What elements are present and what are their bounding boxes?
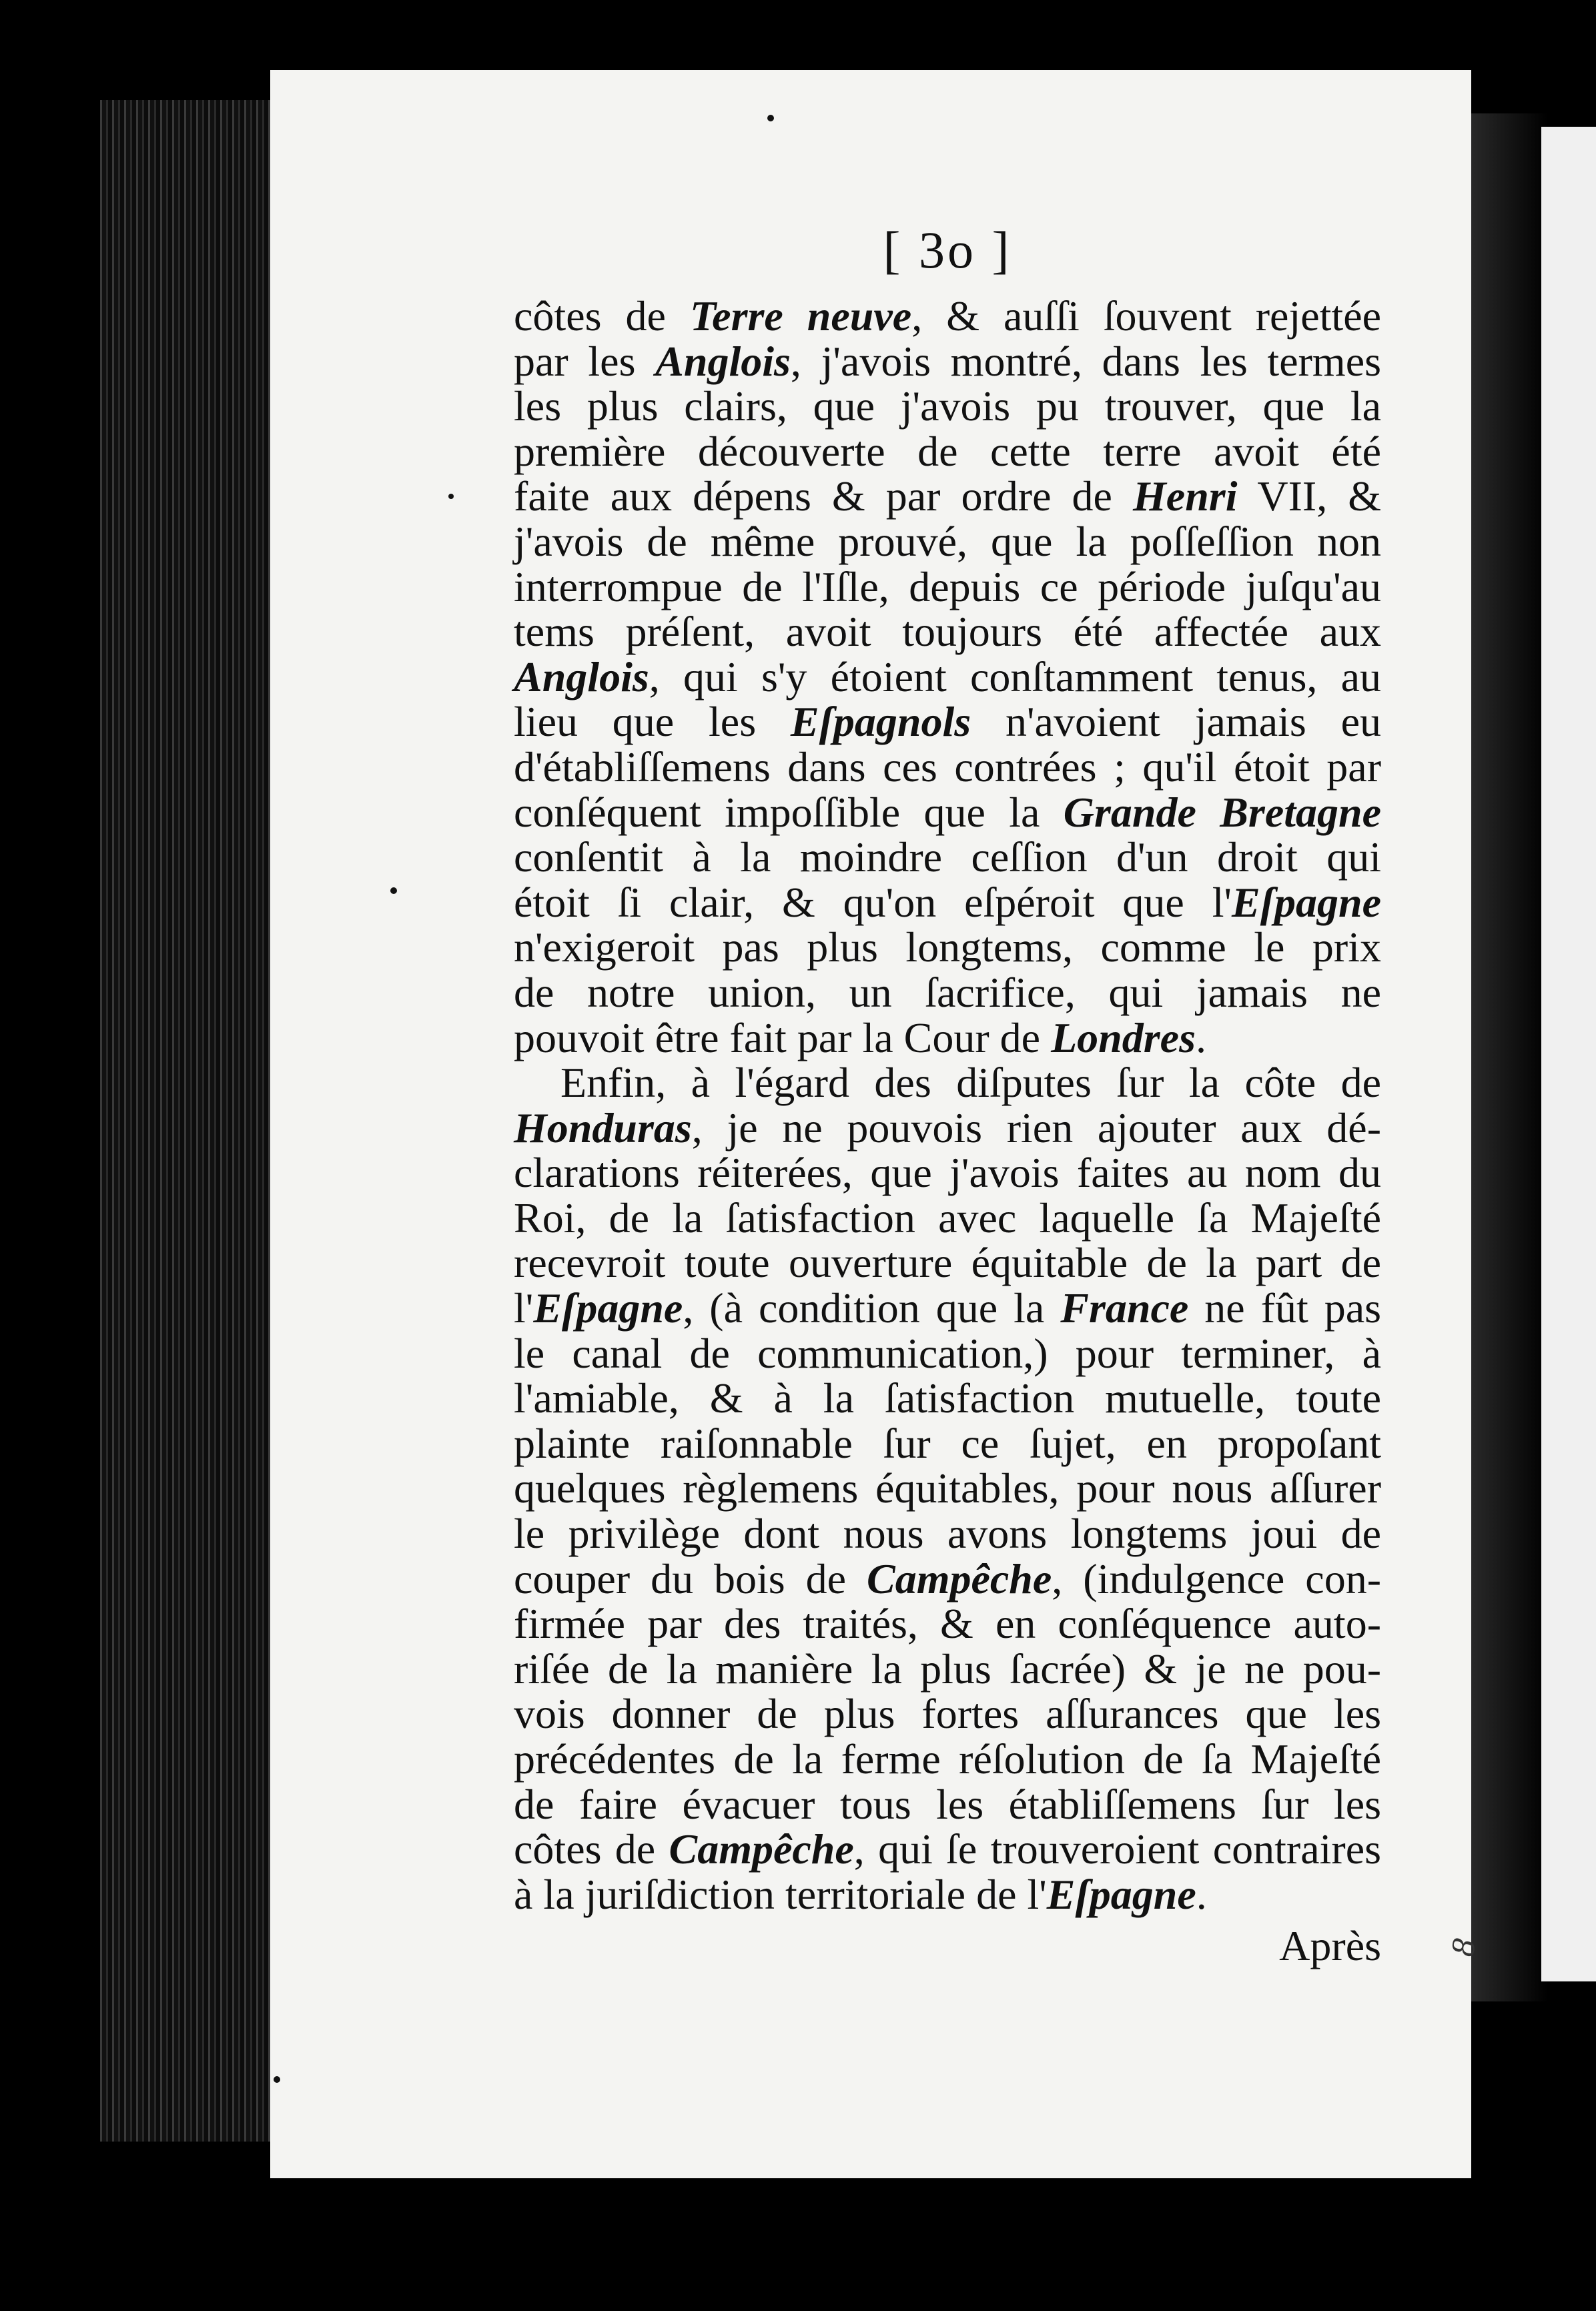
ink-speck <box>767 115 774 121</box>
text-line: interrompue de l'Iſle, depuis ce période juſqu'au <box>514 562 1381 610</box>
text-line: plainte raiſonnable ſur ce ſujet, en propoſant <box>514 1419 1381 1467</box>
text-line: Roi, de la ſatisfaction avec laquelle ſa Majeſté <box>514 1194 1381 1242</box>
text-line: lieu que les Eſpagnols n'avoient jamais eu <box>514 698 1381 746</box>
text-line: faite aux dépens & par ordre de Henri VII, & <box>514 472 1382 520</box>
text-line: par les Anglois, j'avois montré, dans les termes <box>514 337 1382 385</box>
page-number-header: [ 3o ] <box>883 221 1012 279</box>
text-line: le canal de communication,) pour terminer, à <box>514 1329 1381 1377</box>
text-line: j'avois de même prouvé, que la poſſeſſion non <box>514 517 1381 565</box>
ink-speck <box>448 494 454 499</box>
text-line: riſée de la manière la plus ſacrée) & je ne pou- <box>514 1645 1381 1693</box>
text-line: n'exigeroit pas plus longtems, comme le prix <box>514 923 1381 971</box>
text-line: les plus clairs, que j'avois pu trouver, que la <box>514 382 1381 430</box>
text-line: Enfin, à l'égard des diſputes ſur la côte de <box>560 1059 1381 1107</box>
book-page-edges <box>100 100 274 2142</box>
page-text <box>514 213 1381 1969</box>
text-line: Anglois, qui s'y étoient conſtamment tenus, au <box>514 652 1381 701</box>
text-line: à la juriſdiction territoriale de l'Eſpagne. <box>514 1870 1207 1918</box>
catchword: Après <box>1279 1922 1381 1970</box>
text-line: tems préſent, avoit toujours été affectée aux <box>514 608 1381 656</box>
text-line: quelques règlemens équitables, pour nous aſſurer <box>514 1464 1381 1512</box>
text-line: côtes de Terre neuve, & auſſi ſouvent rejettée <box>514 292 1382 340</box>
text-line: l'amiable, & à la ſatisfaction mutuelle, toute <box>514 1374 1381 1422</box>
text-line: précédentes de la ferme réſolution de ſa Majeſté <box>514 1735 1381 1783</box>
text-line: clarations réiterées, que j'avois faites au nom du <box>514 1149 1381 1197</box>
text-line: première découverte de cette terre avoit été <box>514 427 1381 475</box>
text-line: de faire évacuer tous les établiſſemens ſur les <box>514 1780 1381 1828</box>
text-line: recevroit toute ouverture équitable de la part de <box>514 1239 1381 1287</box>
text-line: le privilège dont nous avons longtems joui de <box>514 1510 1381 1558</box>
text-line: conſéquent impoſſible que la Grande Bretagne <box>514 788 1382 836</box>
margin-note: 8 <box>1443 1935 1483 1959</box>
text-line: étoit ſi clair, & qu'on eſpéroit que l'Eſpagne <box>514 878 1381 926</box>
text-line: firmée par des traités, & en conſéquence auto- <box>514 1600 1381 1648</box>
text-line: côtes de Campêche, qui ſe trouveroient contraires <box>514 1825 1382 1873</box>
text-line: l'Eſpagne, (à condition que la France ne fût pas <box>514 1284 1382 1332</box>
gutter-shadow <box>1468 113 1548 2001</box>
text-line: d'établiſſemens dans ces contrées ; qu'il étoit par <box>514 743 1381 791</box>
text-line: vois donner de plus fortes aſſurances que les <box>514 1690 1381 1738</box>
text-line: Honduras, je ne pouvois rien ajouter aux dé- <box>514 1103 1381 1151</box>
ink-speck <box>390 887 397 894</box>
text-line: de notre union, un ſacrifice, qui jamais ne <box>514 968 1381 1016</box>
text-line: conſentit à la moindre ceſſion d'un droit qui <box>514 833 1381 881</box>
ink-speck <box>274 2076 280 2083</box>
text-line: couper du bois de Campêche, (indulgence con- <box>514 1554 1382 1602</box>
text-line: pouvoit être fait par la Cour de Londres. <box>514 1013 1206 1061</box>
facing-page-edge <box>1541 127 1596 1981</box>
text-lines <box>514 294 1381 1917</box>
